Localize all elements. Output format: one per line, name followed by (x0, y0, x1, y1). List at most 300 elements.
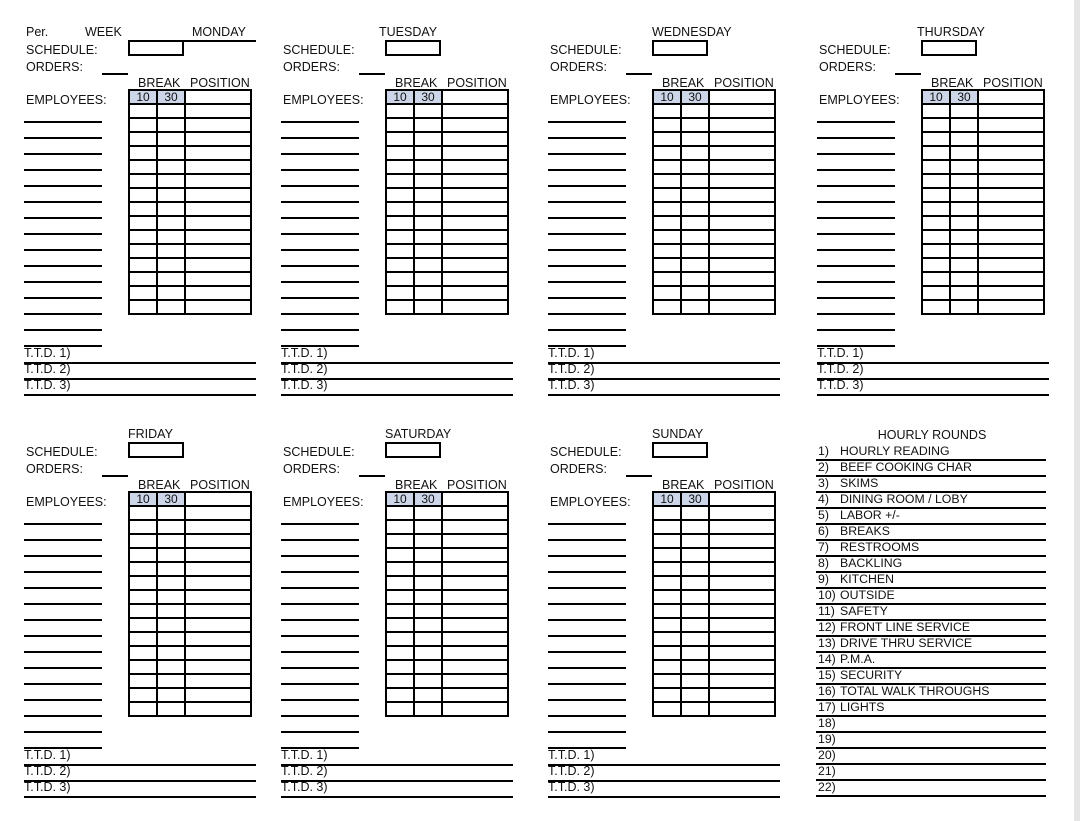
break-30-cell[interactable] (414, 702, 442, 716)
position-cell[interactable] (185, 548, 251, 562)
break-10-cell[interactable] (129, 118, 157, 132)
employee-line[interactable] (281, 185, 359, 187)
position-cell[interactable] (442, 118, 508, 132)
ttd-line[interactable] (281, 378, 513, 396)
break-10-cell[interactable] (653, 618, 681, 632)
break-10-cell[interactable] (386, 216, 414, 230)
round-item[interactable] (816, 572, 1046, 589)
break-10-cell[interactable] (653, 520, 681, 534)
employee-line[interactable] (281, 731, 359, 733)
position-cell[interactable] (709, 604, 775, 618)
round-item[interactable] (816, 684, 1046, 701)
employee-line[interactable] (548, 731, 626, 733)
break-30-cell[interactable] (681, 534, 709, 548)
break-30-cell[interactable] (681, 506, 709, 520)
employee-line[interactable] (24, 185, 102, 187)
employee-line[interactable] (24, 715, 102, 717)
position-cell[interactable] (709, 244, 775, 258)
employee-line[interactable] (281, 265, 359, 267)
break-30-cell[interactable] (414, 244, 442, 258)
position-cell[interactable] (709, 160, 775, 174)
position-cell[interactable] (978, 216, 1044, 230)
position-cell[interactable] (709, 660, 775, 674)
employee-line[interactable] (548, 635, 626, 637)
break-10-cell[interactable] (129, 272, 157, 286)
employee-line[interactable] (548, 313, 626, 315)
employee-line[interactable] (24, 523, 102, 525)
break-30-cell[interactable]: 30 (414, 90, 442, 104)
position-cell[interactable] (978, 188, 1044, 202)
break-30-cell[interactable] (157, 604, 185, 618)
employee-line[interactable] (817, 201, 895, 203)
break-10-cell[interactable] (653, 674, 681, 688)
break-30-cell[interactable] (414, 674, 442, 688)
employee-line[interactable] (817, 265, 895, 267)
employee-line[interactable] (24, 651, 102, 653)
employee-line[interactable] (24, 619, 102, 621)
break-10-cell[interactable] (386, 576, 414, 590)
break-30-cell[interactable] (950, 104, 978, 118)
break-30-cell[interactable] (681, 104, 709, 118)
position-cell[interactable] (709, 534, 775, 548)
break-30-cell[interactable] (681, 688, 709, 702)
break-10-cell[interactable] (129, 104, 157, 118)
break-30-cell[interactable] (414, 562, 442, 576)
position-cell[interactable] (709, 258, 775, 272)
break-10-cell[interactable] (129, 702, 157, 716)
employee-line[interactable] (817, 137, 895, 139)
break-10-cell[interactable] (653, 132, 681, 146)
employee-line[interactable] (548, 217, 626, 219)
break-30-cell[interactable] (157, 618, 185, 632)
position-cell[interactable] (709, 174, 775, 188)
ttd-line[interactable] (24, 378, 256, 396)
break-30-cell[interactable] (681, 286, 709, 300)
position-cell[interactable] (709, 146, 775, 160)
employee-line[interactable] (281, 635, 359, 637)
break-10-cell[interactable] (129, 548, 157, 562)
break-10-cell[interactable] (129, 660, 157, 674)
position-cell[interactable] (709, 118, 775, 132)
position-cell[interactable] (442, 188, 508, 202)
break-30-cell[interactable] (157, 632, 185, 646)
break-10-cell[interactable] (922, 230, 950, 244)
break-30-cell[interactable] (414, 520, 442, 534)
position-cell[interactable] (709, 230, 775, 244)
break-10-cell[interactable] (386, 230, 414, 244)
orders-line[interactable] (626, 73, 652, 75)
employee-line[interactable] (817, 153, 895, 155)
position-cell[interactable] (442, 258, 508, 272)
round-item[interactable] (816, 748, 1046, 765)
break-10-cell[interactable] (129, 132, 157, 146)
break-10-cell[interactable] (386, 286, 414, 300)
break-30-cell[interactable] (157, 174, 185, 188)
break-10-cell[interactable] (129, 674, 157, 688)
break-30-cell[interactable] (681, 632, 709, 646)
employee-line[interactable] (24, 313, 102, 315)
break-30-cell[interactable] (681, 258, 709, 272)
break-30-cell[interactable] (950, 258, 978, 272)
employee-line[interactable] (24, 587, 102, 589)
position-cell[interactable] (185, 674, 251, 688)
break-10-cell[interactable] (129, 506, 157, 520)
employee-line[interactable] (817, 233, 895, 235)
position-cell[interactable] (442, 132, 508, 146)
position-cell[interactable] (185, 286, 251, 300)
position-cell[interactable] (978, 202, 1044, 216)
orders-line[interactable] (626, 475, 652, 477)
break-30-cell[interactable] (157, 202, 185, 216)
position-cell[interactable] (442, 272, 508, 286)
employee-line[interactable] (548, 555, 626, 557)
break-10-cell[interactable] (653, 216, 681, 230)
break-10-cell[interactable] (129, 244, 157, 258)
break-10-cell[interactable] (922, 300, 950, 314)
break-10-cell[interactable] (129, 520, 157, 534)
break-30-cell[interactable] (414, 646, 442, 660)
position-cell[interactable] (185, 576, 251, 590)
position-cell[interactable] (185, 216, 251, 230)
break-10-cell[interactable] (386, 590, 414, 604)
break-30-cell[interactable] (414, 632, 442, 646)
position-cell[interactable] (185, 188, 251, 202)
break-30-cell[interactable] (950, 216, 978, 230)
position-cell[interactable] (709, 548, 775, 562)
break-10-cell[interactable] (653, 118, 681, 132)
employee-line[interactable] (817, 313, 895, 315)
break-10-cell[interactable] (129, 286, 157, 300)
break-30-cell[interactable] (414, 604, 442, 618)
position-cell[interactable] (709, 632, 775, 646)
schedule-box[interactable] (652, 40, 708, 56)
employee-line[interactable] (281, 169, 359, 171)
round-item[interactable] (816, 700, 1046, 717)
employee-line[interactable] (24, 329, 102, 331)
round-item[interactable] (816, 476, 1046, 493)
break-30-cell[interactable] (681, 132, 709, 146)
position-cell[interactable] (709, 300, 775, 314)
break-30-cell[interactable] (681, 520, 709, 534)
position-cell[interactable] (709, 576, 775, 590)
break-30-cell[interactable] (157, 688, 185, 702)
break-10-cell[interactable]: 10 (386, 90, 414, 104)
break-30-cell[interactable] (157, 534, 185, 548)
break-10-cell[interactable] (129, 202, 157, 216)
break-30-cell[interactable] (414, 300, 442, 314)
employee-line[interactable] (281, 539, 359, 541)
break-30-cell[interactable] (681, 174, 709, 188)
position-cell[interactable] (978, 118, 1044, 132)
break-30-cell[interactable] (157, 660, 185, 674)
break-30-cell[interactable] (414, 258, 442, 272)
employee-line[interactable] (817, 121, 895, 123)
break-10-cell[interactable] (653, 506, 681, 520)
break-30-cell[interactable] (157, 300, 185, 314)
break-10-cell[interactable] (653, 188, 681, 202)
round-item[interactable] (816, 780, 1046, 797)
break-10-cell[interactable] (386, 244, 414, 258)
break-30-cell[interactable] (681, 300, 709, 314)
employee-line[interactable] (24, 265, 102, 267)
break-30-cell[interactable] (157, 562, 185, 576)
position-cell[interactable] (442, 660, 508, 674)
employee-line[interactable] (281, 329, 359, 331)
employee-line[interactable] (281, 683, 359, 685)
position-cell[interactable] (978, 286, 1044, 300)
employee-line[interactable] (548, 281, 626, 283)
employee-line[interactable] (548, 683, 626, 685)
round-item[interactable] (816, 524, 1046, 541)
position-cell[interactable] (978, 90, 1044, 104)
employee-line[interactable] (817, 217, 895, 219)
employee-line[interactable] (24, 233, 102, 235)
break-10-cell[interactable] (922, 188, 950, 202)
break-30-cell[interactable]: 30 (414, 492, 442, 506)
break-30-cell[interactable] (414, 146, 442, 160)
break-10-cell[interactable] (386, 132, 414, 146)
position-cell[interactable] (442, 300, 508, 314)
break-30-cell[interactable] (950, 132, 978, 146)
break-10-cell[interactable] (653, 174, 681, 188)
break-30-cell[interactable] (681, 118, 709, 132)
position-cell[interactable] (442, 562, 508, 576)
schedule-box[interactable] (385, 442, 441, 458)
round-item[interactable] (816, 636, 1046, 653)
position-cell[interactable] (442, 646, 508, 660)
employee-line[interactable] (548, 233, 626, 235)
break-10-cell[interactable] (922, 146, 950, 160)
employee-line[interactable] (548, 587, 626, 589)
employee-line[interactable] (548, 571, 626, 573)
schedule-box[interactable] (128, 442, 184, 458)
employee-line[interactable] (281, 587, 359, 589)
employee-line[interactable] (281, 217, 359, 219)
break-30-cell[interactable] (414, 576, 442, 590)
break-10-cell[interactable] (386, 146, 414, 160)
position-cell[interactable] (709, 520, 775, 534)
round-item[interactable] (816, 620, 1046, 637)
break-10-cell[interactable] (386, 188, 414, 202)
employee-line[interactable] (281, 313, 359, 315)
break-30-cell[interactable] (681, 590, 709, 604)
break-10-cell[interactable] (386, 534, 414, 548)
position-cell[interactable] (442, 174, 508, 188)
break-30-cell[interactable] (157, 132, 185, 146)
break-30-cell[interactable] (414, 548, 442, 562)
position-cell[interactable] (185, 146, 251, 160)
break-10-cell[interactable] (386, 174, 414, 188)
position-cell[interactable] (709, 286, 775, 300)
position-cell[interactable] (978, 132, 1044, 146)
break-10-cell[interactable] (922, 272, 950, 286)
position-cell[interactable] (442, 286, 508, 300)
break-30-cell[interactable] (157, 576, 185, 590)
employee-line[interactable] (24, 281, 102, 283)
position-cell[interactable] (709, 688, 775, 702)
position-cell[interactable] (185, 688, 251, 702)
break-30-cell[interactable] (157, 244, 185, 258)
employee-line[interactable] (281, 137, 359, 139)
position-cell[interactable] (185, 618, 251, 632)
employee-line[interactable] (817, 185, 895, 187)
break-30-cell[interactable] (414, 286, 442, 300)
schedule-box[interactable] (652, 442, 708, 458)
break-30-cell[interactable]: 30 (681, 492, 709, 506)
break-30-cell[interactable] (157, 590, 185, 604)
break-30-cell[interactable] (414, 506, 442, 520)
break-10-cell[interactable]: 10 (653, 90, 681, 104)
break-10-cell[interactable] (653, 300, 681, 314)
position-cell[interactable] (185, 244, 251, 258)
employee-line[interactable] (281, 249, 359, 251)
round-item[interactable] (816, 492, 1046, 509)
ttd-line[interactable] (817, 378, 1049, 396)
position-cell[interactable] (709, 674, 775, 688)
break-30-cell[interactable] (157, 230, 185, 244)
break-30-cell[interactable] (414, 590, 442, 604)
schedule-box[interactable] (128, 40, 184, 56)
break-10-cell[interactable] (653, 272, 681, 286)
break-30-cell[interactable] (681, 646, 709, 660)
position-cell[interactable] (442, 216, 508, 230)
break-10-cell[interactable] (922, 118, 950, 132)
break-30-cell[interactable] (414, 230, 442, 244)
break-30-cell[interactable] (157, 548, 185, 562)
break-30-cell[interactable] (414, 132, 442, 146)
employee-line[interactable] (281, 699, 359, 701)
position-cell[interactable] (442, 590, 508, 604)
employee-line[interactable] (817, 249, 895, 251)
break-30-cell[interactable] (414, 174, 442, 188)
position-cell[interactable] (978, 258, 1044, 272)
employee-line[interactable] (24, 683, 102, 685)
position-cell[interactable] (185, 520, 251, 534)
break-30-cell[interactable] (681, 188, 709, 202)
position-cell[interactable] (978, 146, 1044, 160)
employee-line[interactable] (548, 201, 626, 203)
round-item[interactable] (816, 764, 1046, 781)
position-cell[interactable] (185, 230, 251, 244)
break-30-cell[interactable] (950, 272, 978, 286)
position-cell[interactable] (978, 104, 1044, 118)
break-10-cell[interactable] (653, 286, 681, 300)
break-30-cell[interactable] (681, 660, 709, 674)
break-10-cell[interactable] (653, 632, 681, 646)
break-30-cell[interactable] (157, 216, 185, 230)
break-30-cell[interactable] (681, 146, 709, 160)
employee-line[interactable] (24, 571, 102, 573)
position-cell[interactable] (442, 674, 508, 688)
break-10-cell[interactable] (386, 202, 414, 216)
position-cell[interactable] (185, 506, 251, 520)
position-cell[interactable] (709, 702, 775, 716)
break-10-cell[interactable] (922, 216, 950, 230)
employee-line[interactable] (548, 603, 626, 605)
break-30-cell[interactable] (157, 506, 185, 520)
position-cell[interactable] (978, 272, 1044, 286)
employee-line[interactable] (24, 555, 102, 557)
employee-line[interactable] (24, 137, 102, 139)
position-cell[interactable] (709, 104, 775, 118)
position-cell[interactable] (442, 202, 508, 216)
employee-line[interactable] (24, 217, 102, 219)
position-cell[interactable] (978, 160, 1044, 174)
position-cell[interactable] (978, 244, 1044, 258)
position-cell[interactable] (442, 618, 508, 632)
break-30-cell[interactable] (950, 146, 978, 160)
break-10-cell[interactable]: 10 (653, 492, 681, 506)
break-10-cell[interactable] (653, 590, 681, 604)
break-10-cell[interactable] (386, 104, 414, 118)
break-10-cell[interactable] (922, 174, 950, 188)
break-10-cell[interactable] (653, 604, 681, 618)
position-cell[interactable] (709, 188, 775, 202)
position-cell[interactable] (442, 534, 508, 548)
ttd-line[interactable] (281, 780, 513, 798)
break-10-cell[interactable] (653, 548, 681, 562)
employee-line[interactable] (548, 185, 626, 187)
position-cell[interactable] (185, 174, 251, 188)
position-cell[interactable] (709, 216, 775, 230)
position-cell[interactable] (185, 534, 251, 548)
break-30-cell[interactable] (414, 104, 442, 118)
break-10-cell[interactable] (386, 548, 414, 562)
break-30-cell[interactable]: 30 (157, 90, 185, 104)
employee-line[interactable] (548, 137, 626, 139)
break-30-cell[interactable] (157, 118, 185, 132)
break-30-cell[interactable] (414, 688, 442, 702)
position-cell[interactable] (185, 590, 251, 604)
break-10-cell[interactable] (129, 646, 157, 660)
break-30-cell[interactable] (157, 272, 185, 286)
break-10-cell[interactable] (653, 160, 681, 174)
break-30-cell[interactable] (950, 244, 978, 258)
employee-line[interactable] (281, 153, 359, 155)
employee-line[interactable] (281, 603, 359, 605)
position-cell[interactable] (442, 492, 508, 506)
position-cell[interactable] (442, 632, 508, 646)
employee-line[interactable] (281, 523, 359, 525)
position-cell[interactable] (709, 202, 775, 216)
break-10-cell[interactable] (922, 160, 950, 174)
employee-line[interactable] (548, 153, 626, 155)
position-cell[interactable] (185, 258, 251, 272)
employee-line[interactable] (548, 265, 626, 267)
round-item[interactable] (816, 604, 1046, 621)
break-30-cell[interactable] (414, 272, 442, 286)
break-30-cell[interactable] (681, 230, 709, 244)
employee-line[interactable] (548, 121, 626, 123)
break-30-cell[interactable] (414, 660, 442, 674)
position-cell[interactable] (185, 132, 251, 146)
position-cell[interactable] (185, 604, 251, 618)
break-10-cell[interactable] (386, 674, 414, 688)
employee-line[interactable] (548, 667, 626, 669)
employee-line[interactable] (281, 233, 359, 235)
position-cell[interactable] (709, 562, 775, 576)
break-30-cell[interactable] (681, 576, 709, 590)
position-cell[interactable] (442, 702, 508, 716)
employee-line[interactable] (817, 169, 895, 171)
position-cell[interactable] (978, 174, 1044, 188)
break-10-cell[interactable] (653, 660, 681, 674)
round-item[interactable] (816, 588, 1046, 605)
break-30-cell[interactable] (157, 258, 185, 272)
position-cell[interactable] (185, 300, 251, 314)
break-30-cell[interactable] (681, 272, 709, 286)
break-10-cell[interactable] (386, 506, 414, 520)
